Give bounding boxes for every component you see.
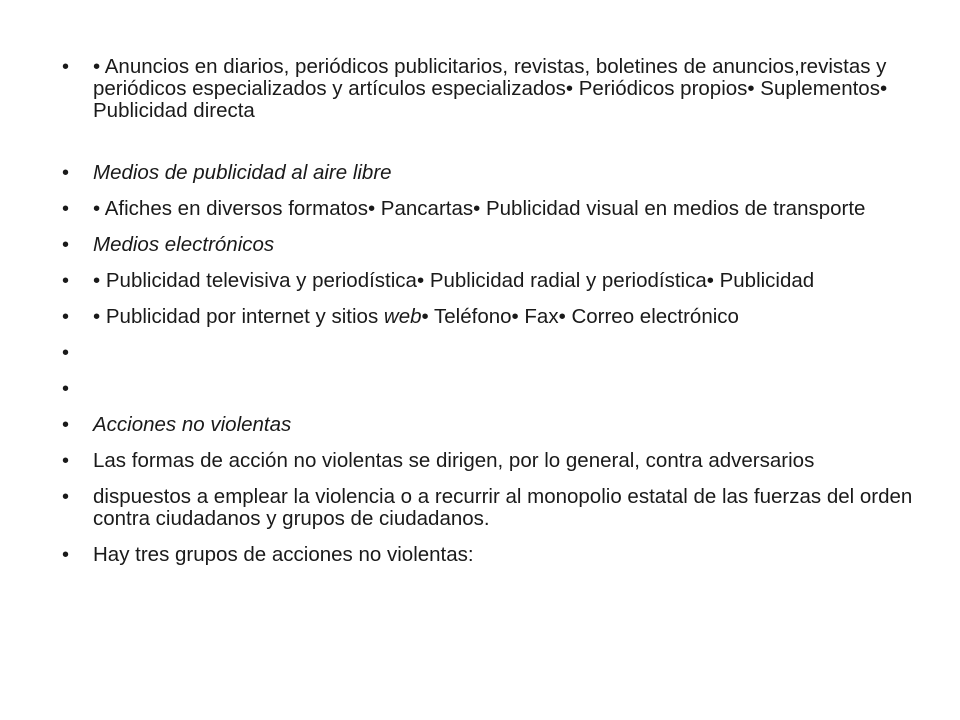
bullet-item-empty bbox=[62, 342, 922, 364]
bullet-item-broadcast-media bbox=[62, 270, 922, 292]
bullet-text: Acciones no violentas bbox=[93, 413, 292, 436]
bullet-item-nonviolent-adversaries bbox=[62, 486, 922, 530]
bullet-text: • Anuncios en diarios, periódicos publicitarios, revistas, boletines de anuncios,revistas y periódicos especializados y artículos especializados• Periódicos propios• Suplementos• Publicidad directa bbox=[93, 55, 888, 122]
bullet-text-italic: web bbox=[383, 305, 422, 328]
bullet-item-nonviolent-forms bbox=[62, 450, 922, 472]
bullet-item-print-media bbox=[62, 56, 922, 122]
bullet-text: Las formas de acción no violentas se dirigen, por lo general, contra adversarios bbox=[93, 449, 815, 472]
bullet-text: Medios electrónicos bbox=[93, 233, 275, 256]
bullet-text: Medios de publicidad al aire libre bbox=[93, 161, 392, 184]
bullet-list bbox=[62, 56, 922, 580]
bullet-text-after: • Teléfono• Fax• Correo electrónico bbox=[421, 305, 739, 328]
bullet-item-internet-media bbox=[62, 306, 922, 328]
bullet-item-outdoor-media bbox=[62, 198, 922, 220]
bullet-item-nonviolent-heading bbox=[62, 414, 922, 436]
bullet-text: • Afiches en diversos formatos• Pancartas• Publicidad visual en medios de transporte bbox=[93, 197, 866, 220]
bullet-text-before: • Publicidad por internet y sitios bbox=[93, 305, 384, 328]
bullet-item-electronic-heading bbox=[62, 234, 922, 256]
bullet-item-outdoor-heading bbox=[62, 162, 922, 184]
bullet-item-nonviolent-groups bbox=[62, 544, 922, 566]
bullet-text: • Publicidad televisiva y periodística• Publicidad radial y periodística• Publicidad bbox=[93, 269, 815, 292]
bullet-text: Hay tres grupos de acciones no violentas: bbox=[93, 543, 474, 566]
bullet-text: dispuestos a emplear la violencia o a recurrir al monopolio estatal de las fuerzas del orden contra ciudadanos y grupos de ciudadanos. bbox=[93, 485, 913, 530]
bullet-item-empty bbox=[62, 378, 922, 400]
